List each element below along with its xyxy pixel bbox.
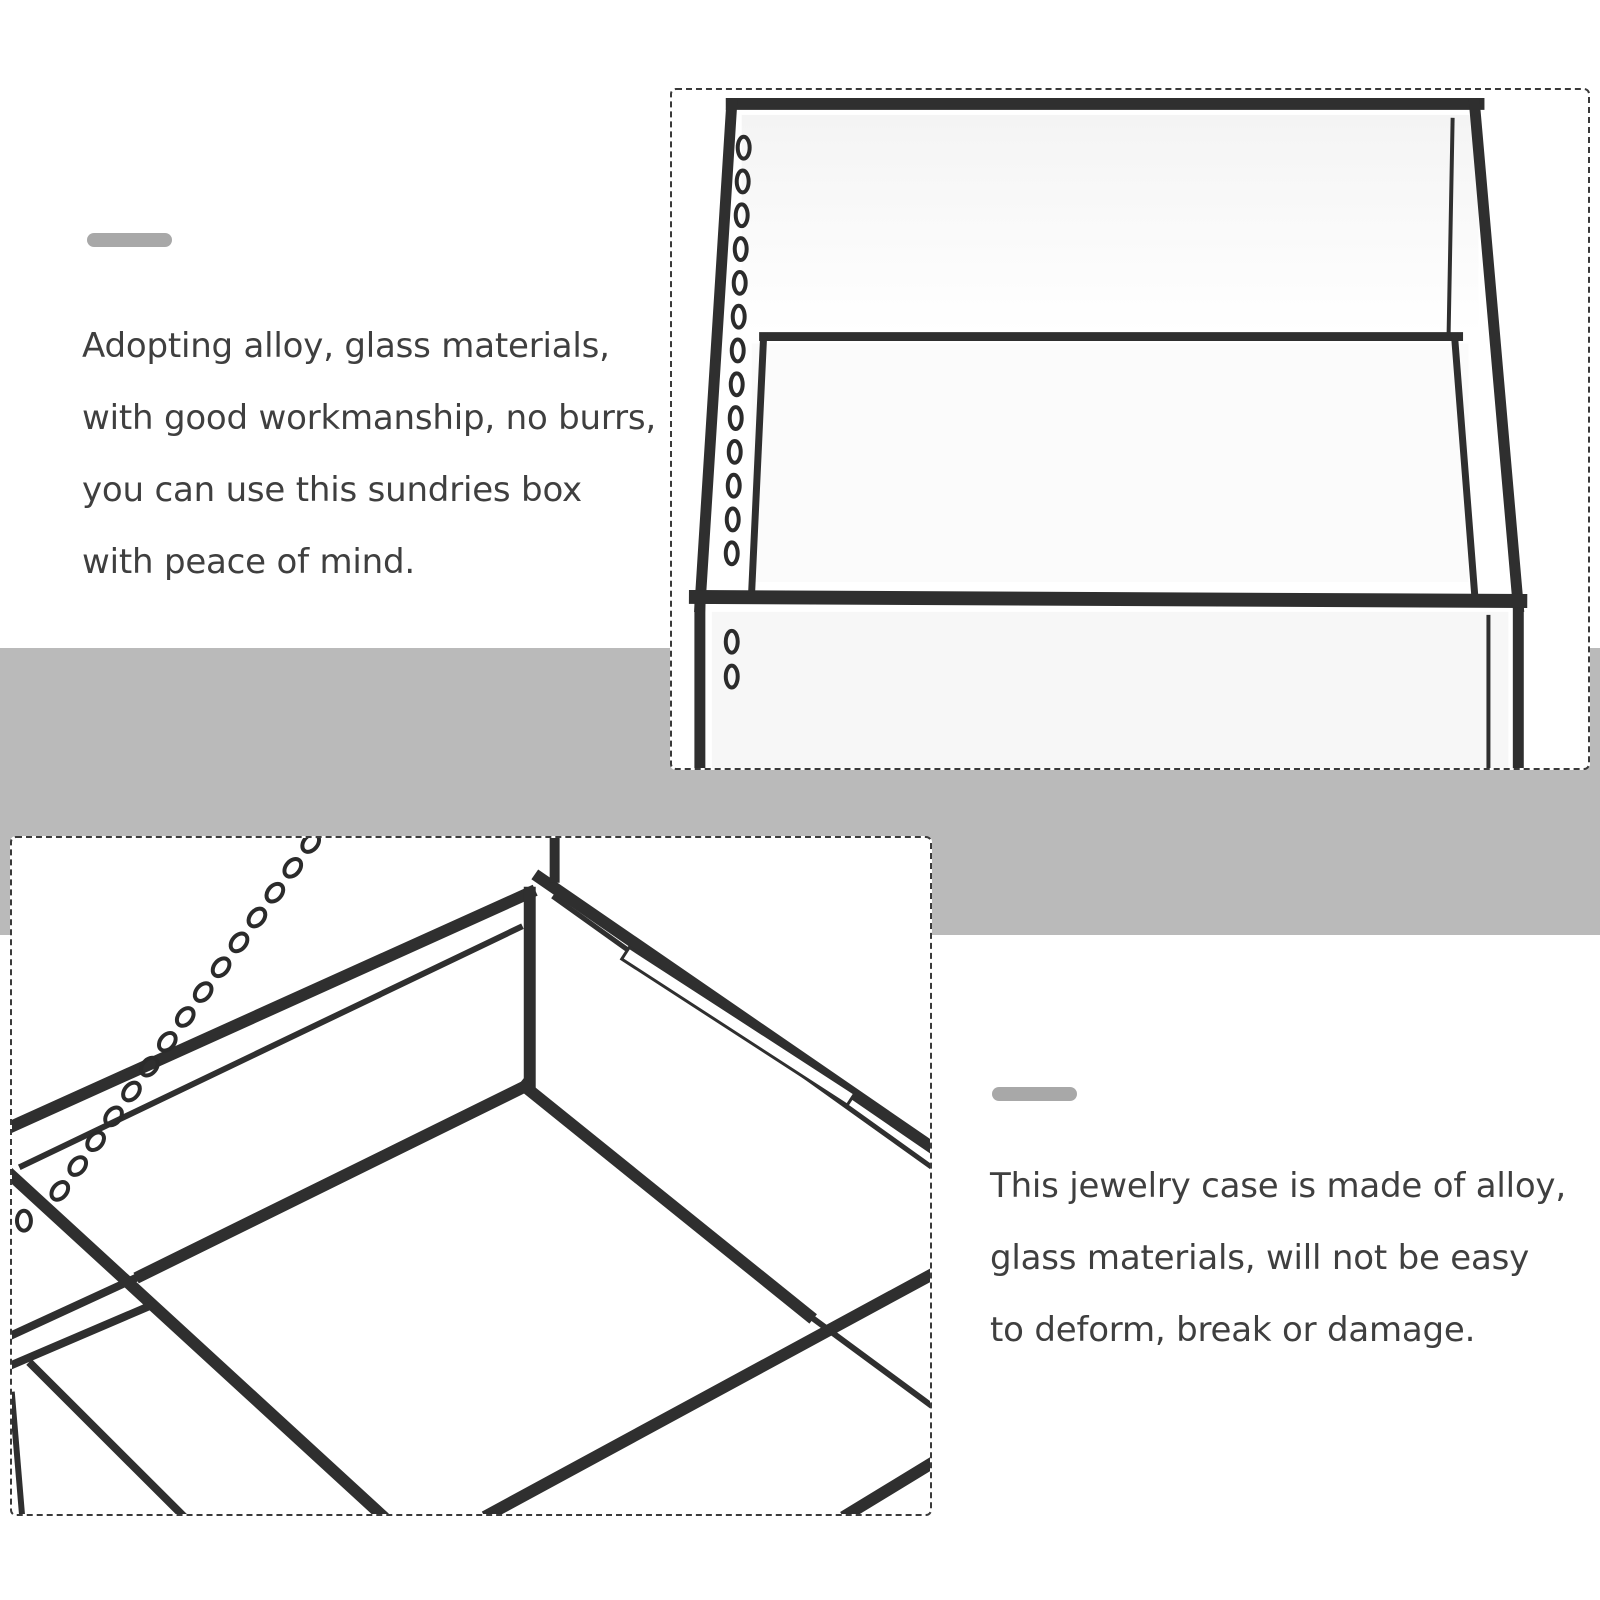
top-description-line: with peace of mind.: [82, 542, 415, 582]
glass-box-closeup-image: [672, 90, 1588, 768]
bottom-description: [990, 1150, 1566, 1366]
bottom-description-line: This jewelry case is made of alloy,: [990, 1166, 1566, 1206]
top-description-line: you can use this sundries box: [82, 470, 582, 510]
bottom-product-photo: [10, 836, 932, 1516]
top-description-line: with good workmanship, no burrs,: [82, 398, 656, 438]
top-description: [82, 310, 656, 598]
bottom-description-line: glass materials, will not be easy: [990, 1238, 1530, 1278]
top-accent-bar: [87, 233, 172, 247]
bottom-description-line: to deform, break or damage.: [990, 1310, 1476, 1350]
top-description-line: Adopting alloy, glass materials,: [82, 326, 610, 366]
open-glass-box-image: [12, 838, 930, 1514]
top-product-photo: [670, 88, 1590, 770]
bottom-accent-bar: [992, 1087, 1077, 1101]
